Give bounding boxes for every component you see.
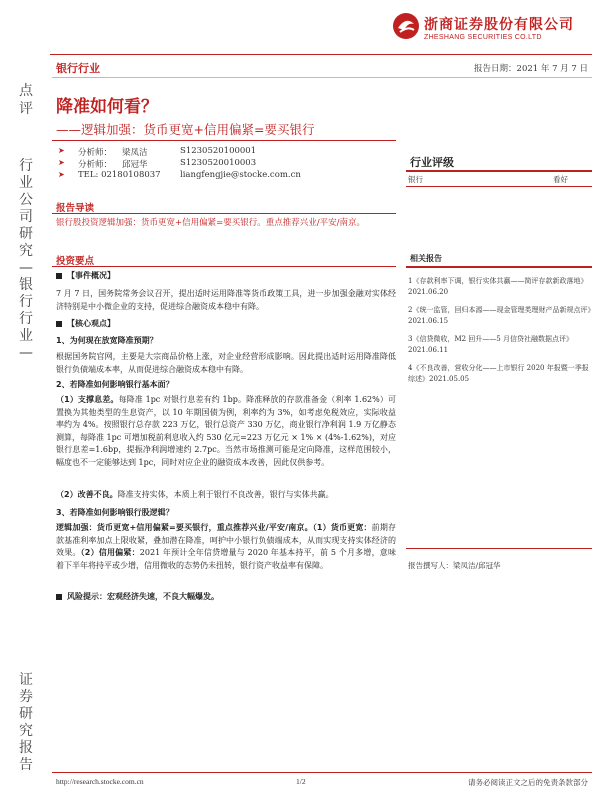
page-number: 1/2 bbox=[296, 777, 306, 786]
sidebar-char: 银 bbox=[19, 277, 33, 293]
sidebar-char: 业 bbox=[19, 328, 33, 344]
related-divider-bottom bbox=[406, 548, 592, 549]
sidebar-char: — bbox=[19, 260, 33, 276]
sidebar-char: 告 bbox=[19, 757, 33, 773]
sidebar-char: 究 bbox=[19, 723, 33, 739]
header-divider bbox=[50, 54, 592, 55]
rating-heading: 行业评级 bbox=[410, 156, 454, 169]
event-text: 7 月 7 日，国务院常务会议召开，提出适时运用降准等货币政策工具，进一步加强金融对实体经济特别是中小微企业的支持，促进综合融资成本稳中有降。 bbox=[56, 289, 396, 311]
related-item[interactable]: 1《存款利率下调，银行实体共赢——简评存款新政落地》2021.06.20 bbox=[408, 277, 588, 296]
related-list bbox=[408, 276, 592, 392]
contact-tel: TEL: 02180108037 bbox=[78, 170, 161, 180]
analyst-cert: S1230520010003 bbox=[180, 158, 257, 168]
sidebar-char: 研 bbox=[19, 226, 33, 242]
industry-label: 银行行业 bbox=[56, 62, 100, 75]
rating-divider-bottom bbox=[406, 186, 592, 187]
points-heading: 投资要点 bbox=[56, 256, 95, 267]
report-title: 降准如何看？ bbox=[56, 97, 158, 117]
question-2-point-1: （1）支撑息差。每降准 1pc 对银行息差有约 1bp。降准释放的存款准备金（利率 1.62%）可置换为其他类型的生息资产，以 10 年期国债为例，利率约为 3%，如考虑免税效应，实际收益率约为 4%。按照银行总存款 223 万亿，银行总资产 330 万亿，商业银行净利润 1.9 万亿静态测算，每降准 1pc 可增加税前利息收入约 530 亿元=223 万亿元 × 1% × (4%-1.62%)，对应银行息差=1.6bp，提振净利润增速约 2.7pc。当然市场推测可能是定向降准，这样范围较小，幅度也不一定能够达到 1pc，同时对应企业的融资成本改善，因此仅供参考。 bbox=[56, 395, 396, 467]
analyst-name: 梁凤洁 bbox=[122, 148, 148, 158]
sidebar-char: 行 bbox=[19, 311, 33, 327]
sidebar-char: 点 bbox=[19, 83, 33, 99]
question-3: 3、若降准如何影响银行股逻辑？ bbox=[56, 508, 174, 517]
sidebar-char: 公 bbox=[19, 192, 33, 208]
analyst-role: 分析师： bbox=[78, 160, 113, 170]
guide-heading: 报告导读 bbox=[56, 203, 95, 214]
related-item[interactable]: 4《不良改善，营收分化——上市银行 2020 年报暨一季报综述》2021.05.05 bbox=[408, 364, 589, 383]
bullet-square-icon bbox=[56, 273, 62, 279]
title-divider bbox=[52, 140, 396, 141]
report-author: 报告撰写人：梁凤洁/邱冠华 bbox=[408, 561, 501, 570]
company-name-en: ZHESHANG SECURITIES CO.LTD bbox=[424, 34, 542, 41]
question-1: 1、为何现在放宽降准预期？ bbox=[56, 336, 158, 345]
sidebar-char: 报 bbox=[19, 740, 33, 756]
rating-sector: 银行 bbox=[408, 175, 423, 184]
analyst-cert: S1230520100001 bbox=[180, 146, 257, 156]
arrow-icon: ➤ bbox=[58, 170, 65, 179]
sidebar-char: 司 bbox=[19, 209, 33, 225]
sidebar-char: 证 bbox=[19, 672, 33, 688]
rating-row bbox=[408, 174, 568, 185]
footer-divider bbox=[52, 772, 592, 773]
core-title: 【核心观点】 bbox=[56, 318, 396, 331]
bullet-square-icon bbox=[56, 321, 62, 327]
analyst-name: 邱冠华 bbox=[122, 160, 148, 170]
arrow-icon: ➤ bbox=[58, 146, 65, 155]
sidebar-char: 券 bbox=[19, 689, 33, 705]
contact-email[interactable]: liangfengjie@stocke.com.cn bbox=[180, 170, 301, 180]
question-3-text: 逻辑加强：货币更宽+信用偏紧=要买银行，重点推荐兴业/平安/南京。（1）货币更宽：前期存款基准利率加点上限收紧，叠加潜在降准，呵护中小银行负债端成本，从而实现支持实体经济的效果。（2）信用偏紧：2021 年预计全年信贷增量与 2020 年基本持平，前 5 个月多增，意味着下半年将持平或少增，信用微收的态势仍未扭转，银行资产收益率有保障。 bbox=[56, 523, 397, 570]
zheshang-logo-icon bbox=[392, 12, 420, 40]
related-item[interactable]: 3《信贷微收，M2 回升——5 月信贷社融数据点评》2021.06.11 bbox=[408, 335, 573, 354]
risk-warning: 风险提示：宏观经济失速，不良大幅爆发。 bbox=[56, 591, 396, 604]
guide-divider bbox=[52, 213, 396, 214]
sidebar-char: 业 bbox=[19, 175, 33, 191]
question-1-text: 根据国务院官网，主要是大宗商品价格上涨，对企业经营形成影响。因此提出适时运用降准降低银行负债端成本率，从而促进综合融资成本稳中有降。 bbox=[56, 352, 396, 374]
sidebar-char: — bbox=[19, 345, 33, 361]
bullet-square-icon bbox=[56, 594, 62, 600]
disclaimer-note: 请务必阅读正文之后的免责条款部分 bbox=[468, 778, 588, 787]
related-heading: 相关报告 bbox=[410, 254, 442, 263]
question-2: 2、若降准如何影响银行基本面？ bbox=[56, 380, 174, 389]
related-divider bbox=[406, 266, 592, 268]
sidebar-report-type bbox=[18, 82, 34, 118]
company-logo bbox=[392, 8, 592, 48]
report-date: 报告日期：2021 年 7 月 7 日 bbox=[474, 64, 588, 74]
guide-text: 银行股投资逻辑加强：货币更宽+信用偏紧=要买银行。重点推荐兴业/平安/南京。 bbox=[56, 218, 365, 228]
sidebar-char: 究 bbox=[19, 243, 33, 259]
arrow-icon: ➤ bbox=[58, 158, 65, 167]
rating-divider bbox=[406, 170, 592, 172]
industry-bar bbox=[52, 58, 592, 78]
related-item[interactable]: 2《统一监管，回归本源——现金管理类理财产品新规点评》2021.06.15 bbox=[408, 306, 591, 325]
sidebar-char: 行 bbox=[19, 294, 33, 310]
sidebar-doc-type bbox=[18, 672, 34, 774]
company-name-cn: 浙商证券股份有限公司 bbox=[424, 17, 574, 33]
event-title: 【事件概况】 bbox=[56, 270, 396, 283]
report-subtitle: ——逻辑加强：货币更宽+信用偏紧=要买银行 bbox=[56, 122, 315, 137]
question-2-point-2: （2）改善不良。降准支持实体，本质上利于银行不良改善，银行与实体共赢。 bbox=[56, 490, 334, 499]
points-divider bbox=[52, 266, 396, 267]
rating-value: 看好 bbox=[553, 175, 568, 184]
sidebar-char: 研 bbox=[19, 706, 33, 722]
analyst-role: 分析师： bbox=[78, 148, 113, 158]
sidebar-category bbox=[18, 158, 34, 362]
footer-url[interactable]: http://research.stocke.com.cn bbox=[56, 777, 144, 786]
sidebar-char: 行 bbox=[19, 158, 33, 174]
sidebar-char: 评 bbox=[19, 101, 33, 117]
